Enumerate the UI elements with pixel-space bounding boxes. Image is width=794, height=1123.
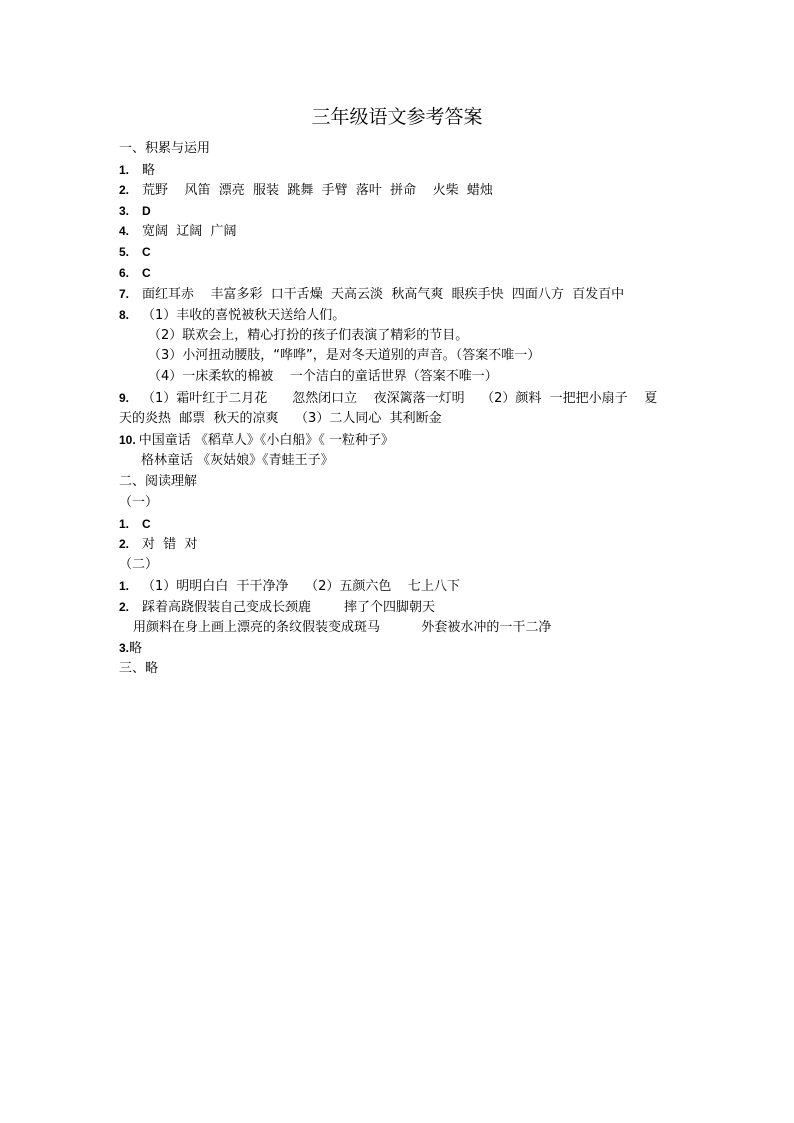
answer-5	[119, 243, 151, 262]
answer-8-line-2: （2）联欢会上，精心打扮的孩子们表演了精彩的节目。	[148, 328, 469, 343]
answer-number: 7.	[119, 287, 130, 301]
answer-7	[119, 285, 624, 304]
answer-text: 宽阔 辽阔 广阔	[142, 224, 237, 239]
answer-text: （1）明明白白 干干净净 （2）五颜六色 七上八下	[142, 579, 460, 594]
answer-number: 2.	[119, 537, 130, 551]
answer-9-line-2: 天的炎热 邮票 秋天的凉爽 （3）二人同心 其利断金	[119, 411, 442, 426]
reading2-answer-3	[119, 639, 142, 658]
answer-number: 2.	[119, 600, 130, 614]
section2-heading: 二、阅读理解	[119, 474, 198, 489]
answer-text: 中国童话 《稻草人》《小白船》《 一粒种子》	[138, 433, 394, 448]
answer-8-line-3: （3）小河扭动腰肢，“哗哗”，是对冬天道别的声音。（答案不唯一）	[148, 348, 541, 363]
answer-8	[119, 306, 345, 325]
answer-2	[119, 181, 493, 200]
answer-text: 荒野 风笛 漂亮 服装 跳舞 手臂 落叶 拼命 火柴 蜡烛	[142, 183, 493, 198]
answer-text: 略	[142, 163, 156, 178]
section1-heading: 一、积累与运用	[119, 141, 211, 156]
answer-number: 3.	[119, 204, 130, 218]
answer-text: C	[142, 266, 151, 280]
answer-text: D	[142, 204, 151, 218]
answer-text: 面红耳赤 丰富多彩 口干舌燥 天高云淡 秋高气爽 眼疾手快 四面八方 百发百中	[142, 287, 625, 302]
answer-text: 踩着高跷假装自己变成长颈鹿 摔了个四脚朝天	[142, 600, 436, 615]
reading2-answer-2	[119, 598, 435, 617]
answer-text: （1）丰收的喜悦被秋天送给人们。	[142, 308, 346, 323]
answer-number: 1.	[119, 579, 130, 593]
page-title: 三年级语文参考答案	[311, 106, 483, 128]
answer-8-line-4: （4）一床柔软的棉被 一个洁白的童话世界（答案不唯一）	[148, 369, 498, 384]
part1-label: （一）	[119, 495, 159, 510]
answer-10-line-2: 格林童话 《灰姑娘》《青蛙王子》	[141, 453, 334, 468]
answer-9	[119, 389, 657, 408]
answer-1	[119, 161, 155, 180]
answer-text: 略	[129, 641, 143, 656]
reading1-answer-2	[119, 535, 198, 554]
answer-number: 1.	[119, 517, 130, 531]
answer-6	[119, 264, 151, 283]
answer-number: 2.	[119, 183, 130, 197]
answer-3	[119, 202, 151, 221]
answer-number: 6.	[119, 266, 130, 280]
answer-number: 4.	[119, 224, 130, 238]
answer-4	[119, 222, 237, 241]
answer-number: 10.	[119, 433, 136, 447]
answer-text: C	[142, 517, 151, 531]
answer-number: 8.	[119, 308, 130, 322]
answer-number: 3.	[119, 641, 130, 655]
part2-label: （二）	[119, 557, 159, 572]
reading2-answer-1	[119, 577, 460, 596]
answer-text: （1）霜叶红于二月花 忽然闭口立 夜深篱落一灯明 （2）颜料 一把把小扇子 夏	[142, 391, 658, 406]
answer-number: 1.	[119, 163, 130, 177]
answer-text: 对 错 对	[142, 537, 198, 552]
answer-10	[119, 431, 394, 450]
reading2-answer-2-line-2: 用颜料在身上画上漂亮的条纹假装变成斑马 外套被水冲的一干二净	[133, 620, 552, 635]
answer-text: C	[142, 245, 151, 259]
section3-heading: 三、略	[119, 661, 159, 676]
reading1-answer-1	[119, 515, 151, 534]
answer-number: 5.	[119, 245, 130, 259]
answer-number: 9.	[119, 391, 130, 405]
